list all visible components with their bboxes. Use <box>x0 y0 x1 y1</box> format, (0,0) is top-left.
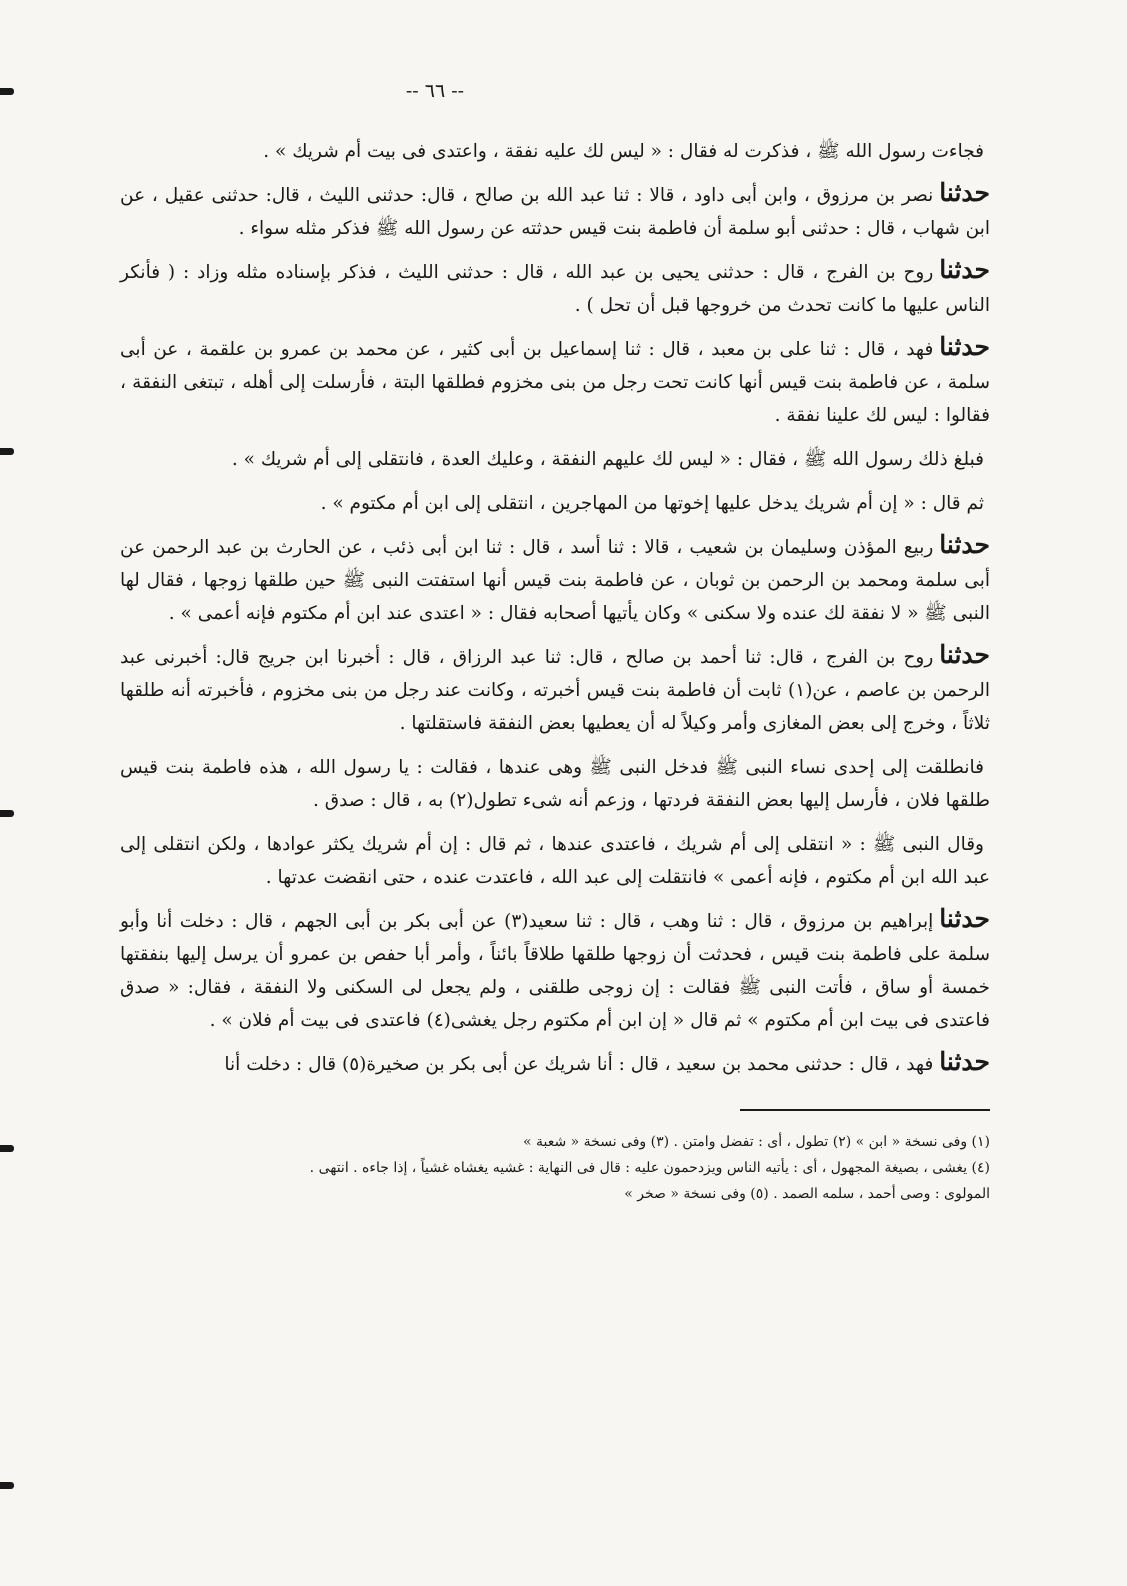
paragraph <box>120 748 990 817</box>
paragraph-text: ثم قال : « إن أم شريك يدخل عليها إخوتها من المهاجرين ، انتقلى إلى ابن أم مكتوم » . <box>320 493 984 514</box>
paragraph-text: فجاءت رسول الله ﷺ ، فذكرت له فقال : « ليس لك عليه نفقة ، واعتدى فى بيت أم شريك » . <box>263 141 984 162</box>
paragraph-lead: حدثنا <box>939 1047 990 1076</box>
paragraph-text: فهد ، قال : ثنا على بن معبد ، قال : ثنا إسماعيل بن أبى كثير ، عن محمد بن عمرو بن علقمة ، عن أبى سلمة ، عن فاطمة بنت قيس أنها كانت تحت رجل من بنى مخزوم فطلقها البتة ، فأرسلت إلى أهله ، تبتغى النفقة ، فقالوا : ليس لك علينا نفقة . <box>120 339 990 426</box>
paragraph-lead: حدثنا <box>939 640 990 669</box>
footnotes <box>120 1129 990 1207</box>
footnote-line: المولوى : وصى أحمد ، سلمه الصمد . (٥) وفى نسخة « صخر » <box>624 1186 990 1202</box>
paragraph-lead: حدثنا <box>939 255 990 284</box>
paragraph <box>120 484 990 520</box>
paragraph <box>120 638 990 740</box>
paragraph <box>120 176 990 245</box>
footnote-line: (١) وفى نسخة « ابن » (٢) تطول ، أى : تفضل وامتن . (٣) وفى نسخة « شعبة » <box>522 1134 990 1150</box>
paragraph <box>120 902 990 1037</box>
body-text <box>120 132 990 1081</box>
paragraph <box>120 528 990 630</box>
paragraph-text: روح بن الفرج ، قال : حدثنى يحيى بن عبد الله ، قال : حدثنى الليث ، فذكر بإسناده مثله وزاد : ( فأنكر الناس عليها ما كانت تحدث من خروجها قبل أن تحل ) . <box>120 262 990 316</box>
footnote-divider <box>740 1109 990 1111</box>
paragraph <box>120 132 990 168</box>
paragraph <box>120 825 990 894</box>
margin-mark-5 <box>0 1482 14 1489</box>
margin-mark-1 <box>0 88 14 95</box>
paragraph-text: وقال النبى ﷺ : « انتقلى إلى أم شريك ، فاعتدى عندها ، ثم قال : إن أم شريك يكثر عوادها ، ولكن انتقلى إلى عبد الله ابن أم مكتوم ، فإنه أعمى » فانتقلت إلى عبد الله ، فاعتدت عنده ، حتى انقضت عدتها . <box>120 834 990 888</box>
paragraph <box>120 1045 990 1081</box>
paragraph-text: إبراهيم بن مرزوق ، قال : ثنا وهب ، قال : ثنا سعيد(٣) عن أبى بكر بن أبى الجهم ، قال : دخلت أنا وأبو سلمة على فاطمة بنت قيس ، فحدثت أن زوجها طلقها طلاقاً بائناً ، وأمر أبا حفص بن عمرو أن يرسل إليها بنفقتها خمسة أو ساق ، فأتت النبى ﷺ فقالت : إن زوجى طلقنى ، ولم يجعل لى السكنى ولا النفقة ، فقال: « صدق فاعتدى فى بيت ابن أم مكتوم » ثم قال « إن ابن أم مكتوم رجل يغشى(٤) فاعتدى فى بيت أم فلان » . <box>120 911 990 1031</box>
paragraph-text: ربيع المؤذن وسليمان بن شعيب ، قالا : ثنا أسد ، قال : ثنا ابن أبى ذئب ، عن الحارث بن عبد الرحمن عن أبى سلمة ومحمد بن الرحمن بن ثوبان ، عن فاطمة بنت قيس أنها استفتت النبى ﷺ حين طلقها زوجها ، فقال لها النبى ﷺ « لا نفقة لك عنده ولا سكنى » وكان يأتيها أصحابه فقال : « اعتدى عند ابن أم مكتوم فإنه أعمى » . <box>120 537 990 624</box>
paragraph-lead: حدثنا <box>939 332 990 361</box>
margin-mark-2 <box>0 448 14 455</box>
paragraph <box>120 253 990 322</box>
margin-mark-3 <box>0 810 14 817</box>
paragraph-text: نصر بن مرزوق ، وابن أبى داود ، قالا : ثنا عبد الله بن صالح ، قال: حدثنى الليث ، قال: حدثنى عقيل ، عن ابن شهاب ، قال : حدثنى أبو سلمة أن فاطمة بنت قيس حدثته عن رسول الله ﷺ فذكر مثله سواء . <box>120 185 990 239</box>
paragraph-text: فانطلقت إلى إحدى نساء النبى ﷺ فدخل النبى ﷺ وهى عندها ، فقالت : يا رسول الله ، هذه فاطمة بنت قيس طلقها فلان ، فأرسل إليها بعض النفقة فردتها ، وزعم أنه شىء تطول(٢) به ، قال : صدق . <box>120 757 990 811</box>
paragraph-text: فهد ، قال : حدثنى محمد بن سعيد ، قال : أنا شريك عن أبى بكر بن صخيرة(٥) قال : دخلت أنا <box>224 1054 934 1075</box>
paragraph-text: فبلغ ذلك رسول الله ﷺ ، فقال : « ليس لك عليهم النفقة ، وعليك العدة ، فانتقلى إلى أم شريك » . <box>231 449 984 470</box>
paragraph <box>120 440 990 476</box>
page-number: -- ٦٦ -- <box>405 80 465 102</box>
footnote-line: (٤) يغشى ، بصيغة المجهول ، أى : يأتيه الناس ويزدحمون عليه : قال فى النهاية : غشيه يغشاه غشياً ، إذا جاءه . انتهى . <box>309 1160 990 1176</box>
paragraph-lead: حدثنا <box>939 904 990 933</box>
paragraph-text: روح بن الفرج ، قال: ثنا أحمد بن صالح ، قال: ثنا عبد الرزاق ، قال : أخبرنا ابن جريج قال: أخبرنى عبد الرحمن بن عاصم ، عن(١) ثابت أن فاطمة بنت قيس أخبرته ، وكانت عند رجل من بنى مخزوم ، فأخبرته أنه طلقها ثلاثاً ، وخرج إلى بعض المغازى وأمر وكيلاً له أن يعطيها بعض النفقة فاستقلتها . <box>120 647 990 734</box>
book-page <box>120 80 990 1207</box>
paragraph <box>120 330 990 432</box>
paragraph-lead: حدثنا <box>939 530 990 559</box>
margin-mark-4 <box>0 1145 14 1152</box>
paragraph-lead: حدثنا <box>939 178 990 207</box>
